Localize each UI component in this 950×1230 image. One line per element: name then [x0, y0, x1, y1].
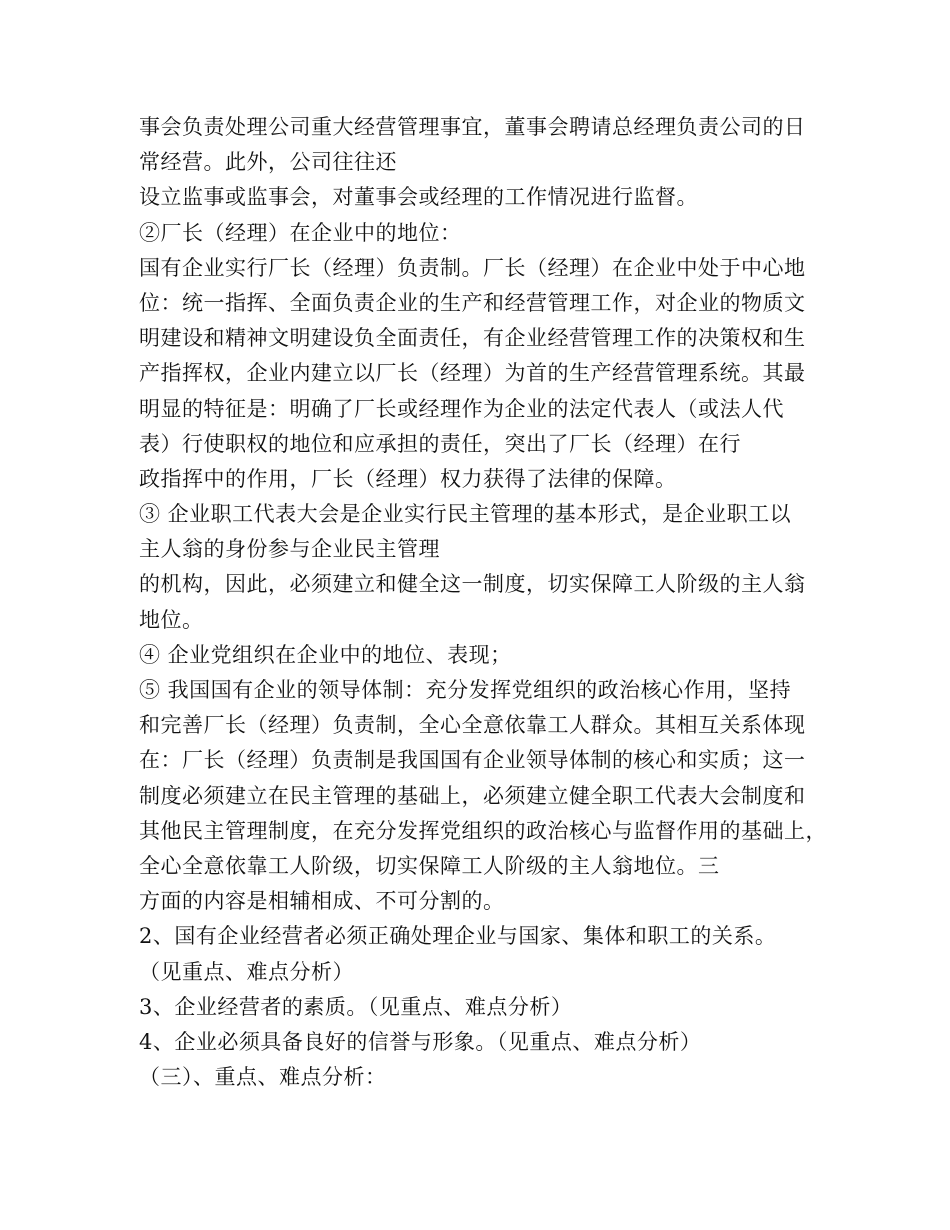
text-line: 制度必须建立在民主管理的基础上，必须建立健全职工代表大会制度和	[139, 783, 806, 808]
text-line: 地位。	[139, 607, 204, 632]
text-line: 常经营。此外，公司往往还	[139, 150, 397, 175]
text-line: 明建设和精神文明建设负全面责任，有企业经营管理工作的决策权和生	[139, 326, 806, 351]
text-line: ②厂长（经理）在企业中的地位：	[139, 220, 462, 245]
text-line: ④ 企业党组织在企业中的地位、表现；	[139, 642, 512, 667]
text-line: （三）、重点、难点分析：	[139, 1065, 387, 1090]
body-text	[139, 110, 839, 1095]
text-line: 产指挥权，企业内建立以厂长（经理）为首的生产经营管理系统。其最	[139, 361, 806, 386]
text-line: 设立监事或监事会，对董事会或经理的工作情况进行监督。	[139, 185, 698, 210]
text-line: 全心全意依靠工人阶级，切实保障工人阶级的主人翁地位。三	[139, 853, 720, 878]
text-line: 主人翁的身份参与企业民主管理	[139, 537, 440, 562]
text-line: 国有企业实行厂长（经理）负责制。厂长（经理）在企业中处于中心地	[139, 255, 806, 280]
text-line: ⑤ 我国国有企业的领导体制：充分发挥党组织的政治核心作用，坚持	[139, 678, 792, 702]
text-line: 其他民主管理制度，在充分发挥党组织的政治核心与监督作用的基础上，	[139, 818, 827, 843]
text-line: 的机构，因此，必须建立和健全这一制度，切实保障工人阶级的主人翁	[139, 572, 806, 597]
text-line: 事会负责处理公司重大经营管理事宜，董事会聘请总经理负责公司的日	[139, 115, 806, 139]
text-line: 位：统一指挥、全面负责企业的生产和经营管理工作，对企业的物质文	[139, 290, 806, 315]
text-line: ③ 企业职工代表大会是企业实行民主管理的基本形式，是企业职工以	[139, 502, 792, 527]
text-line: 政指挥中的作用，厂长（经理）权力获得了法律的保障。	[139, 466, 677, 491]
text-line: 3、企业经营者的素质。（见重点、难点分析）	[139, 994, 573, 1019]
text-line: （见重点、难点分析）	[139, 959, 354, 984]
text-line: 明显的特征是：明确了厂长或经理作为企业的法定代表人（或法人代	[139, 396, 784, 421]
text-line: 表）行使职权的地位和应承担的责任，突出了厂长（经理）在行	[139, 431, 741, 456]
text-line: 4、企业必须具备良好的信誉与形象。（见重点、难点分析）	[139, 1029, 702, 1054]
text-line: 2、国有企业经营者必须正确处理企业与国家、集体和职工的关系。	[139, 924, 777, 949]
text-line: 方面的内容是相辅相成、不可分割的。	[139, 889, 505, 914]
text-line: 和完善厂长（经理）负责制，全心全意依靠工人群众。其相互关系体现	[139, 713, 806, 738]
text-line: 在：厂长（经理）负责制是我国国有企业领导体制的核心和实质；这一	[139, 748, 806, 773]
